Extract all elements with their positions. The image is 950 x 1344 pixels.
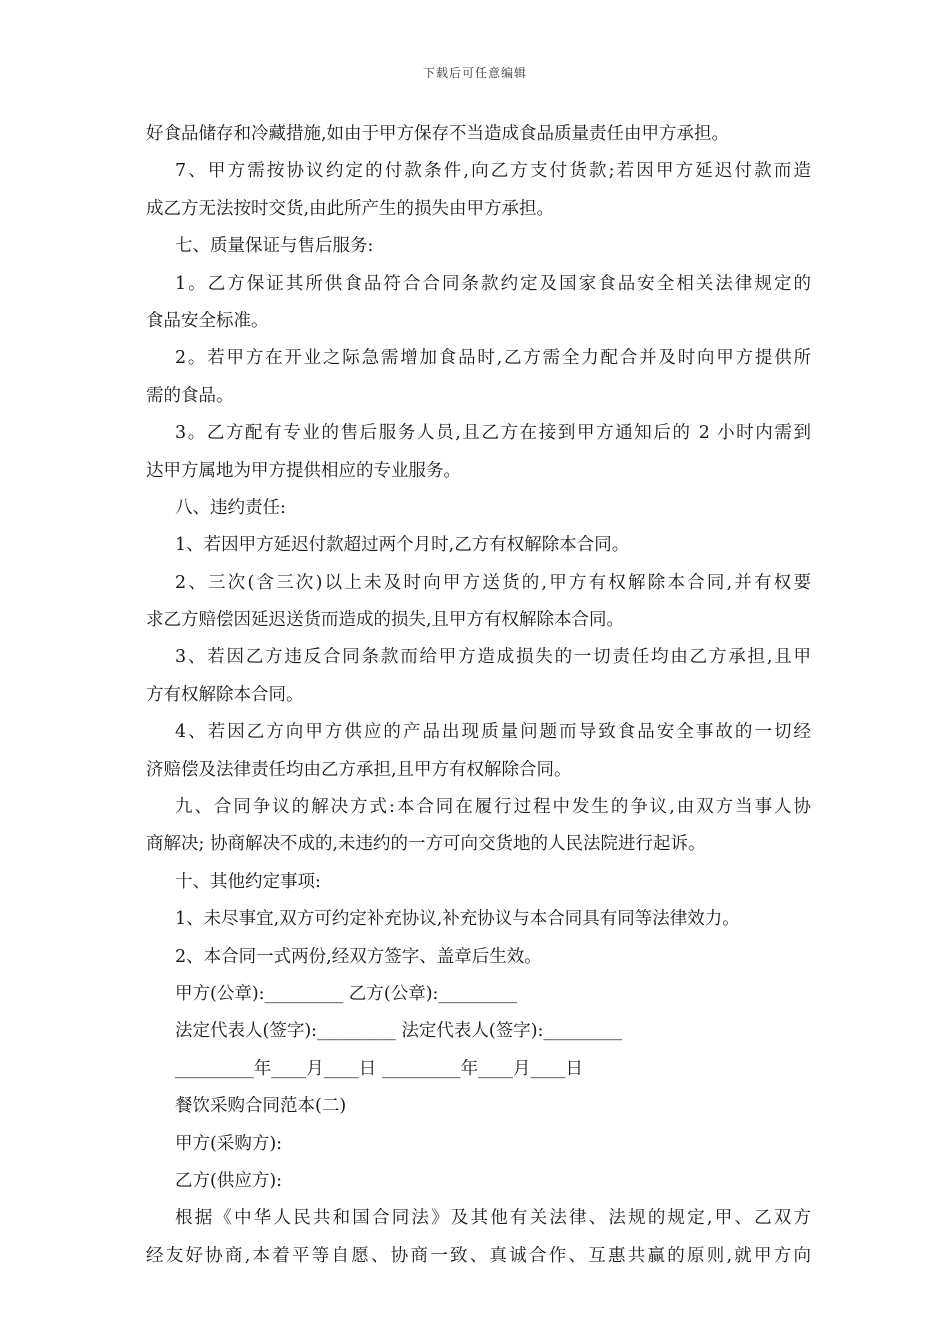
text-line: 2、三次(含三次)以上未及时向甲方送货的,甲方有权解除本合同,并有权要: [175, 572, 811, 593]
text-line: 4、若因乙方向甲方供应的产品出现质量问题而导致食品安全事故的一切经: [175, 722, 811, 743]
text-line: 经友好协商,本着平等自愿、协商一致、真诚合作、互惠共赢的原则,就甲方向: [146, 1245, 811, 1266]
text-line: 方有权解除本合同。: [146, 684, 304, 705]
text-line: 达甲方属地为甲方提供相应的专业服务。: [146, 460, 461, 481]
text-line: 1、若因甲方延迟付款超过两个月时,乙方有权解除本合同。: [175, 535, 630, 556]
text-line: 商解决; 协商解决不成的,未违约的一方可向交货地的人民法院进行起诉。: [146, 834, 706, 855]
text-line: 3、若因乙方违反合同条款而给甲方造成损失的一切责任均由乙方承担,且甲: [175, 647, 811, 668]
text-line: 八、违约责任:: [175, 497, 286, 518]
page-header: 下载后可任意编辑: [422, 66, 527, 80]
text-line: 乙方(供应方):: [175, 1170, 283, 1191]
text-line: 3。乙方配有专业的售后服务人员,且乙方在接到甲方通知后的 2 小时内需到: [175, 423, 811, 444]
text-line: 七、质量保证与售后服务:: [175, 236, 374, 257]
text-line: 2、本合同一式两份,经双方签字、盖章后生效。: [175, 946, 542, 967]
text-line: 成乙方无法按时交货,由此所产生的损失由甲方承担。: [146, 198, 555, 219]
text-line: 十、其他约定事项:: [175, 871, 321, 892]
text-line: 餐饮采购合同范本(二): [175, 1096, 347, 1117]
text-line: 食品安全标准。: [146, 310, 269, 331]
text-line: 2。若甲方在开业之际急需增加食品时,乙方需全力配合并及时向甲方提供所: [175, 348, 811, 369]
text-line: 九、合同争议的解决方式:本合同在履行过程中发生的争议,由双方当事人协: [175, 797, 811, 818]
document-body: [146, 116, 811, 1275]
text-line: _________年____月____日 _________年____月____日: [175, 1058, 584, 1079]
text-line: 1。乙方保证其所供食品符合合同条款约定及国家食品安全相关法律规定的: [175, 273, 811, 294]
text-line: 根据《中华人民共和国合同法》及其他有关法律、法规的规定,甲、乙双方: [175, 1208, 811, 1229]
text-line: 7、甲方需按协议约定的付款条件,向乙方支付货款;若因甲方延迟付款而造: [175, 161, 811, 182]
text-line: 1、未尽事宜,双方可约定补充协议,补充协议与本合同具有同等法律效力。: [175, 909, 740, 930]
text-line: 需的食品。: [146, 385, 234, 406]
text-line: 法定代表人(签字):_________ 法定代表人(签字):_________: [175, 1021, 623, 1042]
text-line: 甲方(采购方):: [175, 1133, 283, 1154]
text-line: 济赔偿及法律责任均由乙方承担,且甲方有权解除合同。: [146, 759, 572, 780]
text-line: 好食品储存和冷藏措施,如由于甲方保存不当造成食品质量责任由甲方承担。: [146, 124, 730, 144]
text-line: 求乙方赔偿因延迟送货而造成的损失,且甲方有权解除本合同。: [146, 610, 625, 631]
text-line: 甲方(公章):_________ 乙方(公章):_________: [175, 983, 518, 1004]
